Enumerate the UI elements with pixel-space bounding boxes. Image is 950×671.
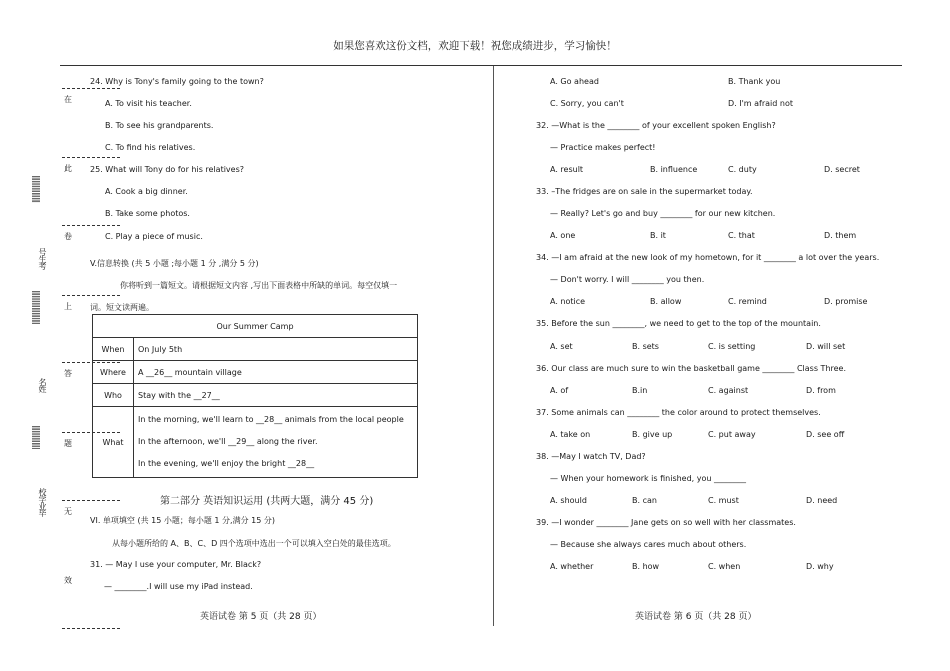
option-c: C. Sorry, you can't (550, 99, 624, 108)
option-b: B.in (632, 386, 648, 395)
option-c: C. To find his relatives. (105, 143, 196, 152)
option-d: D. will set (806, 342, 846, 351)
row-text: A (138, 367, 147, 377)
option-a: A. whether (550, 562, 594, 571)
option-d: D. from (806, 386, 836, 395)
section-5-instructions: 你将听到一篇短文。请根据短文内容 ,写出下面表格中所缺的单词。每空仅填一 (120, 281, 398, 290)
option-a: A. Cook a big dinner. (105, 187, 188, 196)
question-33: 33. –The fridges are on sale in the supermarket today. (536, 187, 753, 196)
table-row (93, 361, 418, 384)
margin-dash-strip: |||||||||||||||| (32, 175, 41, 203)
answer-blank: __28__ (287, 459, 315, 468)
row-text: along the river. (254, 437, 318, 446)
option-b: B. give up (632, 430, 673, 439)
exam-number-label: 号生考 (38, 248, 47, 269)
question-39-reply: — Because she always cares much about others. (550, 540, 747, 549)
row-label: Where (93, 361, 134, 384)
section-6-title: VI. 单项填空 (共 15 小题；每小题 1 分,满分 15 分) (90, 516, 275, 525)
margin-char: 卷 (64, 232, 72, 241)
question-33-reply: — Really? Let's go and buy ________ for our new kitchen. (550, 209, 776, 218)
what-line (138, 453, 413, 475)
option-b: B. Thank you (728, 77, 781, 86)
option-a: A. set (550, 342, 573, 351)
margin-char: 上 (64, 302, 72, 311)
question-31: 31. — May I use your computer, Mr. Black? (90, 560, 262, 569)
table-title: Our Summer Camp (93, 315, 418, 338)
question-31-reply: — ________.I will use my iPad instead. (104, 582, 253, 591)
page-footer-left: 英语试卷 第 5 页（共 28 页） (200, 612, 322, 622)
section-5-instructions-cont: 词。短文读两遍。 (90, 303, 154, 312)
margin-char: 题 (64, 439, 72, 448)
option-d: D. secret (824, 165, 860, 174)
question-34-reply: — Don't worry. I will ________ you then. (550, 275, 705, 284)
question-35: 35. Before the sun ________, we need to get to the top of the mountain. (536, 319, 821, 328)
option-b: B. how (632, 562, 660, 571)
table-row (93, 384, 418, 407)
option-c: C. put away (708, 430, 756, 439)
question-32: 32. —What is the ________ of your excellent spoken English? (536, 121, 776, 130)
question-39: 39. —I wonder ________ Jane gets on so well with her classmates. (536, 518, 796, 527)
question-34: 34. —I am afraid at the new look of my hometown, for it ________ a lot over the years. (536, 253, 880, 262)
answer-blank: __27__ (193, 390, 220, 400)
option-a: A. result (550, 165, 584, 174)
option-b: B. it (650, 231, 666, 240)
row-value (134, 384, 418, 407)
part-2-title: 第二部分 英语知识运用 (共两大题，满分 45 分) (160, 496, 374, 507)
option-c: C. is setting (708, 342, 756, 351)
section-6-instructions: 从每小题所给的 A、B、C、D 四个选项中选出一个可以填入空白处的最佳选项。 (112, 539, 396, 548)
summer-camp-table (92, 314, 418, 478)
row-value (134, 361, 418, 384)
option-c: C. against (708, 386, 749, 395)
option-b: B. allow (650, 297, 682, 306)
row-label: What (93, 407, 134, 478)
answer-blank: __29__ (228, 437, 255, 446)
row-value (134, 407, 418, 478)
option-c: C. when (708, 562, 741, 571)
margin-dash-strip: |||||||||||||| (32, 425, 41, 449)
option-d: D. them (824, 231, 857, 240)
answer-blank: __28__ (256, 415, 283, 424)
question-36: 36. Our class are much sure to win the basketball game ________ Class Three. (536, 364, 847, 373)
table-row (93, 407, 418, 478)
margin-char: 效 (64, 576, 72, 585)
margin-char: 此 (64, 164, 72, 173)
option-b: B. To see his grandparents. (105, 121, 214, 130)
name-label: 名姓 (38, 378, 47, 392)
option-c: C. Play a piece of music. (105, 232, 203, 241)
margin-dash (62, 225, 120, 226)
option-c: C. duty (728, 165, 757, 174)
option-d: D. promise (824, 297, 868, 306)
option-d: D. I'm afraid not (728, 99, 793, 108)
option-c: C. that (728, 231, 755, 240)
column-divider (493, 66, 494, 626)
header-rule (60, 65, 902, 66)
page-header: 如果您喜欢这份文档，欢迎下载！祝您成绩进步，学习愉快！ (333, 40, 617, 52)
option-a: A. of (550, 386, 569, 395)
option-b: B. can (632, 496, 657, 505)
margin-char: 在 (64, 95, 72, 104)
row-value: On July 5th (134, 338, 418, 361)
option-a: A. take on (550, 430, 591, 439)
margin-dash (62, 157, 120, 158)
question-25: 25. What will Tony do for his relatives? (90, 165, 245, 174)
row-text: animals from the local people (282, 415, 404, 424)
row-text: In the morning, we'll learn to (138, 415, 257, 424)
option-a: A. Go ahead (550, 77, 599, 86)
option-d: D. see off (806, 430, 845, 439)
school-label: 校学业毕 (38, 488, 47, 516)
row-text: mountain village (172, 367, 242, 377)
margin-dash (62, 500, 120, 501)
option-d: D. need (806, 496, 838, 505)
option-a: A. To visit his teacher. (105, 99, 192, 108)
question-32-reply: — Practice makes perfect! (550, 143, 656, 152)
margin-char: 答 (64, 369, 72, 378)
option-a: A. one (550, 231, 576, 240)
margin-dash-strip: |||||||||||||||||||| (32, 290, 41, 324)
option-b: B. Take some photos. (105, 209, 190, 218)
option-a: A. should (550, 496, 587, 505)
question-37: 37. Some animals can ________ the color around to protect themselves. (536, 408, 821, 417)
answer-blank: __26__ (146, 367, 173, 377)
row-text: In the afternoon, we'll (138, 437, 229, 446)
option-b: B. sets (632, 342, 659, 351)
section-5-title: V.信息转换 (共 5 小题 ;每小题 1 分 ,满分 5 分) (90, 259, 259, 268)
row-text: In the evening, we'll enjoy the bright (138, 459, 288, 468)
question-38: 38. —May I watch TV, Dad? (536, 452, 646, 461)
option-c: C. remind (728, 297, 767, 306)
margin-dash (62, 628, 120, 629)
option-a: A. notice (550, 297, 586, 306)
what-line (138, 409, 413, 431)
table-row (93, 338, 418, 361)
option-d: D. why (806, 562, 834, 571)
question-24: 24. Why is Tony's family going to the town? (90, 77, 264, 86)
margin-dash (62, 295, 120, 296)
question-38-reply: — When your homework is finished, you ________ (550, 474, 747, 483)
row-label: Who (93, 384, 134, 407)
page-footer-right: 英语试卷 第 6 页（共 28 页） (635, 612, 757, 622)
what-line (138, 431, 413, 453)
row-text: Stay with the (138, 390, 194, 400)
margin-dash (62, 88, 120, 89)
option-b: B. influence (650, 165, 698, 174)
option-c: C. must (708, 496, 739, 505)
margin-char: 无 (64, 507, 72, 516)
row-label: When (93, 338, 134, 361)
